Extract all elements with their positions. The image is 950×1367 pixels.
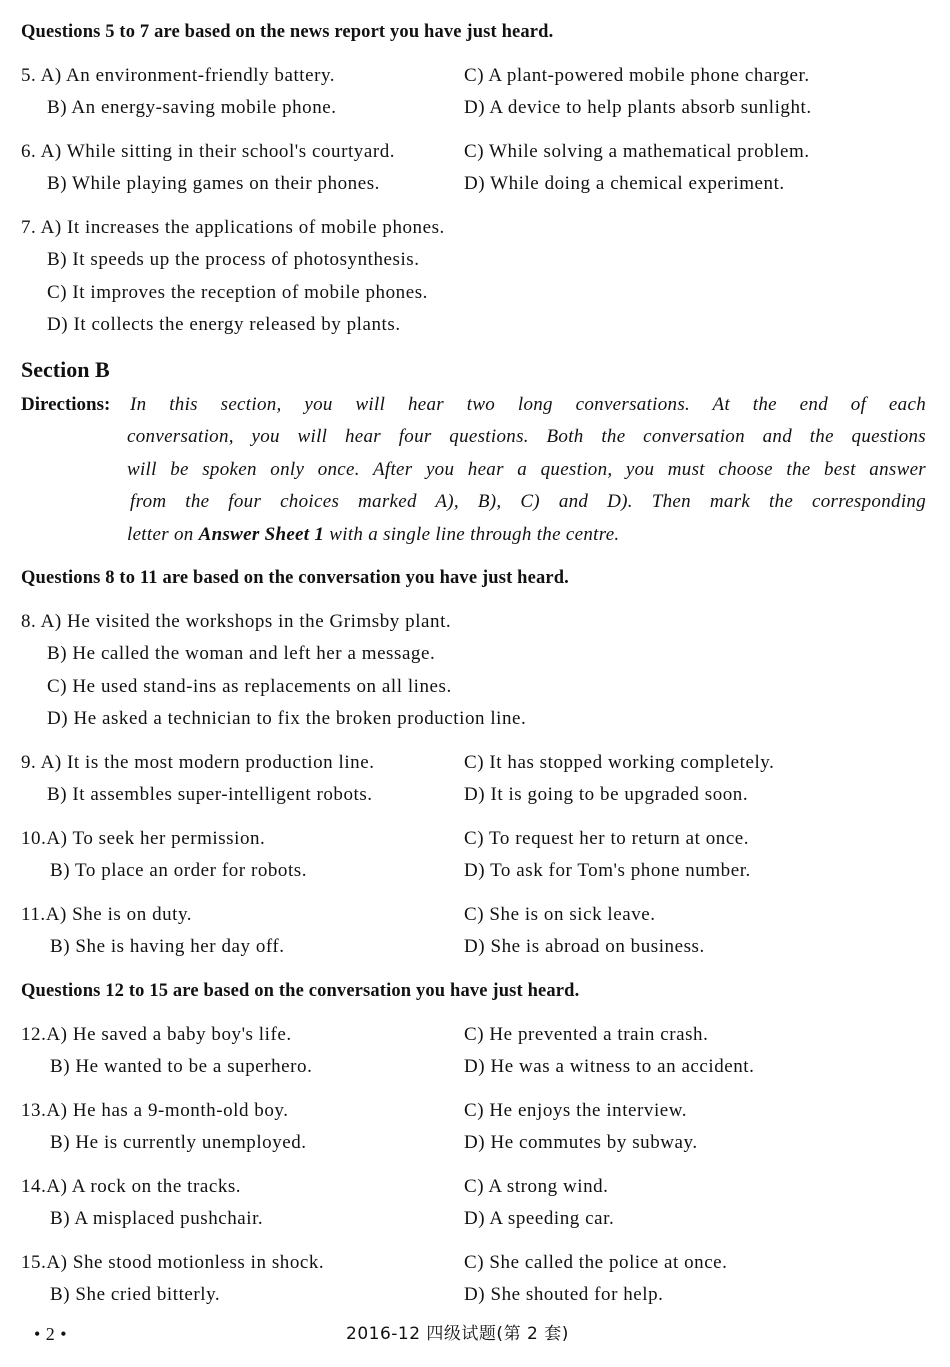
- directions-label: Directions:: [21, 394, 111, 415]
- q12-option-c: C) He prevented a train crash.: [464, 1024, 709, 1045]
- q11-option-c: C) She is on sick leave.: [464, 904, 656, 925]
- q13-option-c: C) He enjoys the interview.: [464, 1100, 688, 1121]
- q6-option-d: D) While doing a chemical experiment.: [464, 173, 785, 194]
- questions-5-7-heading: Questions 5 to 7 are based on the news report you have just heard.: [21, 22, 554, 42]
- q13-option-b: B) He is currently unemployed.: [50, 1132, 307, 1153]
- q13-option-a: 13.A) He has a 9-month-old boy.: [21, 1100, 289, 1121]
- q9-option-c: C) It has stopped working completely.: [464, 752, 775, 773]
- directions-line-5: [127, 523, 620, 547]
- q9-option-d: D) It is going to be upgraded soon.: [464, 784, 749, 805]
- q14-option-c: C) A strong wind.: [464, 1176, 609, 1197]
- directions-line-3: will be spoken only once. After you hear a question, you must choose the best answer: [127, 459, 926, 480]
- exam-title-footer: 2016-12 四级试题(第 2 套): [346, 1324, 569, 1344]
- q10-option-a: 10.A) To seek her permission.: [21, 828, 266, 849]
- q6-option-b: B) While playing games on their phones.: [47, 173, 380, 194]
- q12-option-d: D) He was a witness to an accident.: [464, 1056, 755, 1077]
- q14-option-b: B) A misplaced pushchair.: [50, 1208, 264, 1229]
- q5-option-a: 5. A) An environment-friendly battery.: [21, 65, 336, 86]
- q5-option-d: D) A device to help plants absorb sunlight.: [464, 97, 812, 118]
- q15-option-b: B) She cried bitterly.: [50, 1284, 221, 1305]
- q11-option-b: B) She is having her day off.: [50, 936, 285, 957]
- directions-line-2: conversation, you will hear four questions. Both the conversation and the questions: [127, 426, 926, 447]
- questions-8-11-heading: Questions 8 to 11 are based on the conversation you have just heard.: [21, 568, 569, 588]
- questions-12-15-heading: Questions 12 to 15 are based on the conversation you have just heard.: [21, 981, 580, 1001]
- q8-option-d: D) He asked a technician to fix the broken production line.: [47, 708, 527, 729]
- q8-option-a: 8. A) He visited the workshops in the Grimsby plant.: [21, 611, 452, 632]
- q6-option-c: C) While solving a mathematical problem.: [464, 141, 810, 162]
- directions-line-1: In this section, you will hear two long conversations. At the end of each: [130, 394, 926, 415]
- q6-option-a: 6. A) While sitting in their school's courtyard.: [21, 141, 396, 162]
- q11-option-a: 11.A) She is on duty.: [21, 904, 193, 925]
- q9-option-a: 9. A) It is the most modern production line.: [21, 752, 375, 773]
- q7-option-b: B) It speeds up the process of photosynthesis.: [47, 249, 420, 270]
- q7-option-a: 7. A) It increases the applications of mobile phones.: [21, 217, 445, 238]
- section-b-title: Section B: [21, 357, 110, 382]
- q5-option-b: B) An energy-saving mobile phone.: [47, 97, 337, 118]
- q15-option-a: 15.A) She stood motionless in shock.: [21, 1252, 325, 1273]
- q10-option-b: B) To place an order for robots.: [50, 860, 308, 881]
- q14-option-a: 14.A) A rock on the tracks.: [21, 1176, 242, 1197]
- q9-option-b: B) It assembles super-intelligent robots.: [47, 784, 373, 805]
- q10-option-d: D) To ask for Tom's phone number.: [464, 860, 751, 881]
- directions-line-4: from the four choices marked A), B), C) and D). Then mark the corresponding: [130, 491, 926, 512]
- q8-option-b: B) He called the woman and left her a message.: [47, 643, 436, 664]
- directions-line-5-post: with a single line through the centre.: [324, 524, 620, 545]
- q15-option-d: D) She shouted for help.: [464, 1284, 664, 1305]
- q13-option-d: D) He commutes by subway.: [464, 1132, 698, 1153]
- answer-sheet-reference: Answer Sheet 1: [198, 524, 325, 545]
- q7-option-c: C) It improves the reception of mobile phones.: [47, 282, 428, 303]
- page-number: • 2 •: [34, 1324, 68, 1344]
- q11-option-d: D) She is abroad on business.: [464, 936, 705, 957]
- q14-option-d: D) A speeding car.: [464, 1208, 615, 1229]
- q15-option-c: C) She called the police at once.: [464, 1252, 728, 1273]
- q10-option-c: C) To request her to return at once.: [464, 828, 750, 849]
- q12-option-a: 12.A) He saved a baby boy's life.: [21, 1024, 292, 1045]
- q8-option-c: C) He used stand-ins as replacements on all lines.: [47, 676, 452, 697]
- q5-option-c: C) A plant-powered mobile phone charger.: [464, 65, 810, 86]
- q12-option-b: B) He wanted to be a superhero.: [50, 1056, 313, 1077]
- directions-line-5-pre: letter on: [127, 524, 199, 545]
- q7-option-d: D) It collects the energy released by plants.: [47, 314, 401, 335]
